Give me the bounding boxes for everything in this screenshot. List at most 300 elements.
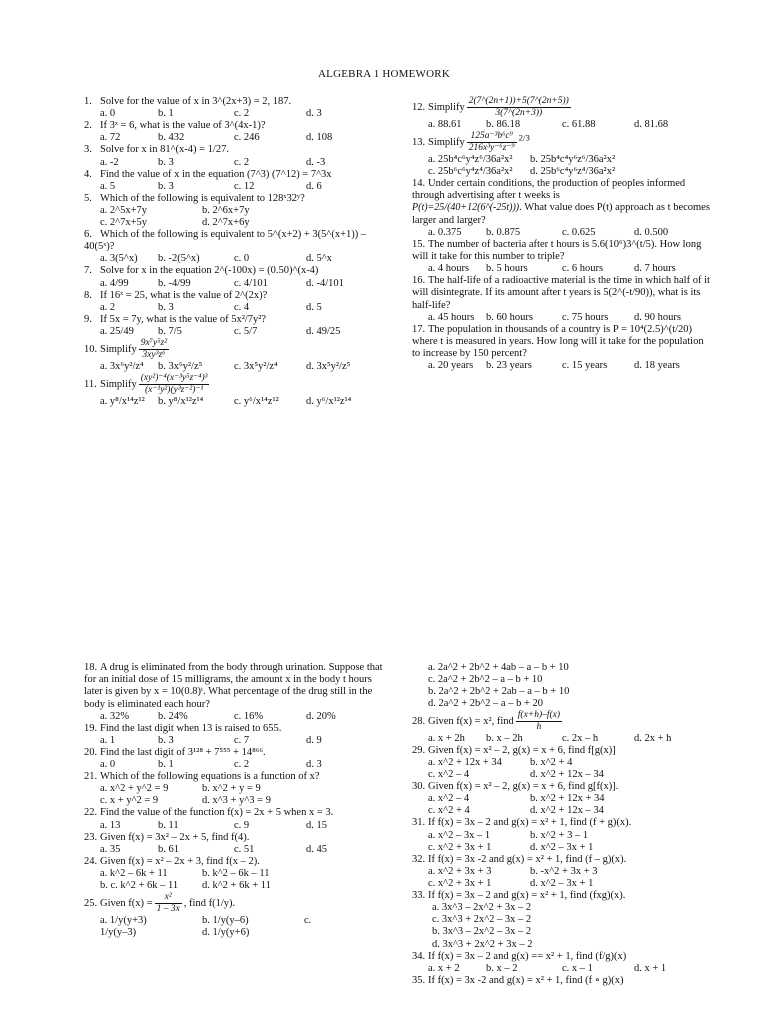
question-stem: Given f(x) = x², find xyxy=(428,715,514,727)
question-stem-cont: , find f(1/y). xyxy=(183,897,236,909)
option: b. 2^6x+7y xyxy=(202,205,250,217)
denominator: h xyxy=(536,722,542,732)
question-number: 13. xyxy=(412,136,426,148)
option: a. 4 hours xyxy=(428,263,470,275)
question xyxy=(84,169,384,193)
fraction xyxy=(516,710,562,733)
options-row xyxy=(412,154,712,166)
option: b. 25b⁴c⁴y⁶z⁶/36a²x² xyxy=(530,154,616,165)
options-row xyxy=(84,795,384,807)
question-stem: If 3ˣ = 6, what is the value of 3^(4x-1)? xyxy=(100,120,266,132)
option: a. 2 xyxy=(100,301,116,313)
option: c. 51 xyxy=(234,843,255,855)
question xyxy=(84,832,384,856)
option: d. x^2 – 3x + 1 xyxy=(530,877,594,889)
question xyxy=(84,892,384,939)
option: b. x – 2 xyxy=(486,963,518,975)
question-stem: Given f(x) = x² – 2, g(x) = x + 6, find g[f(x)]. xyxy=(428,781,619,793)
options-row xyxy=(412,360,712,372)
question-stem: Given f(x) = 3x² – 2x + 5, find f(4). xyxy=(100,831,250,843)
question-stem: If f(x) = 3x -2 and g(x) = x² + 1, find (f ∘ g)(x) xyxy=(428,975,624,987)
question-stem: Simplify xyxy=(100,378,137,390)
column-bottom-left xyxy=(84,662,384,939)
question xyxy=(84,771,384,807)
question-stem: If 16ˣ = 25, what is the value of 2^(2x)? xyxy=(100,289,268,301)
question xyxy=(84,373,384,408)
option: c. 3x^3 + 2x^2 – 3x – 2 xyxy=(432,914,532,926)
fraction xyxy=(139,373,210,396)
options-row xyxy=(84,915,384,927)
option: b. 0.875 xyxy=(486,226,521,238)
question-number: 6. xyxy=(84,229,92,241)
question-stem: Simplify xyxy=(428,101,465,113)
option: d. 3 xyxy=(306,108,322,120)
option: c. 16% xyxy=(234,710,264,722)
option: b. 3 xyxy=(158,735,174,747)
question-stem: Given f(x) = x² – 2x + 3, find f(x – 2). xyxy=(100,855,260,867)
question xyxy=(84,807,384,831)
option: c. x^2 + 3x + 1 xyxy=(428,877,492,889)
option: a. 0.375 xyxy=(428,226,462,238)
option: b. 2a^2 + 2b^2 + 2ab – a – b + 10 xyxy=(428,686,570,697)
options-row xyxy=(84,735,384,747)
question-stem: Simplify xyxy=(428,136,465,148)
option: a. x^2 – 3x – 1 xyxy=(428,829,491,841)
question xyxy=(84,229,384,265)
question-number: 32. xyxy=(412,853,426,865)
option: b. 1/y(y–6) xyxy=(202,915,249,927)
option: b. 5 hours xyxy=(486,263,528,275)
options-row xyxy=(412,769,712,781)
options-row xyxy=(84,326,384,338)
options-row xyxy=(412,674,712,686)
option: b. 432 xyxy=(158,132,185,144)
options-row xyxy=(84,361,384,373)
option: a. 88.61 xyxy=(428,119,462,130)
question-stem: If 5x = 7y, what is the value of 5x²/7y²? xyxy=(100,313,267,325)
question-stem: Given f(x) = x² – 2, g(x) = x + 6, find f[g(x)] xyxy=(428,745,616,756)
options-row xyxy=(84,820,384,832)
question-number: 7. xyxy=(84,265,92,277)
question xyxy=(84,662,384,723)
question-number: 2. xyxy=(84,120,92,132)
question-number: 9. xyxy=(84,313,92,325)
options-row xyxy=(412,662,712,674)
question-stem: Which of the following equations is a function of x? xyxy=(100,771,320,783)
option: b. 3x^3 – 2x^2 – 3x – 2 xyxy=(432,926,532,938)
question xyxy=(84,120,384,144)
question xyxy=(84,314,384,338)
question-stem: The half-life of a radioactive material is the time in which half of it will disintegrate. If its amount after t years is 5(2^(-t/90)), what is its half-life? xyxy=(412,275,710,311)
options-row xyxy=(84,157,384,169)
option: c. x^2 – 4 xyxy=(428,769,470,781)
options-row xyxy=(412,866,712,878)
exponent: 2/3 xyxy=(518,132,530,143)
option: c. 0.625 xyxy=(562,226,596,238)
option: b. x – 2h xyxy=(486,733,523,744)
option: d. 18 years xyxy=(634,360,680,372)
question xyxy=(412,686,712,710)
options-row xyxy=(412,227,712,239)
option: a. 3(5^x) xyxy=(100,253,138,265)
question-stem: Which of the following is equivalent to 128ˣ32ʸ? xyxy=(100,192,305,204)
option: d. 1/y(y+6) xyxy=(202,927,250,939)
option: d. x + 1 xyxy=(634,963,667,975)
question xyxy=(84,856,384,892)
column-top-left xyxy=(84,96,384,408)
option: c. y⁶/x¹⁴z¹² xyxy=(234,396,279,408)
option: a. x + 2h xyxy=(428,733,465,744)
options-row xyxy=(412,263,712,275)
question xyxy=(84,96,384,120)
option: b. -x^2 + 3x + 3 xyxy=(530,865,598,877)
option: a. x^2 + y^2 = 9 xyxy=(100,783,169,795)
option: b. x^2 + 12x + 34 xyxy=(530,793,605,805)
option: a. 20 years xyxy=(428,360,474,372)
denominator: 3(7^(2n+3)) xyxy=(495,108,543,118)
question-stem: Solve for the value of x in 3^(2x+3) = 2, 187. xyxy=(100,96,292,107)
option: b. x^2 + 3 – 1 xyxy=(530,829,589,841)
fraction xyxy=(139,338,169,361)
option: c. 4/101 xyxy=(234,277,268,289)
option: b. 3 xyxy=(158,301,174,313)
question-stem: Find the last digit of 3¹²⁸ + 7⁵⁵⁵ + 14⁸⁶⁶. xyxy=(100,747,266,759)
options-row xyxy=(84,783,384,795)
question xyxy=(412,275,712,324)
options-row xyxy=(84,927,384,939)
options-row xyxy=(412,166,712,178)
option: d. 6 xyxy=(306,180,322,192)
option: c. x^2 + 3x + 1 xyxy=(428,841,492,853)
fraction xyxy=(467,96,571,119)
option: b. 3x⁶y²/z⁵ xyxy=(158,361,203,373)
options-row xyxy=(84,217,384,229)
question xyxy=(412,131,712,178)
option: a. 2a^2 + 2b^2 + 4ab – a – b + 10 xyxy=(428,662,569,673)
question-number: 31. xyxy=(412,817,426,829)
option: c. 5/7 xyxy=(234,326,258,338)
option: d. 108 xyxy=(306,132,333,144)
option: c. xyxy=(304,915,312,927)
option: a. x^2 – 4 xyxy=(428,793,470,805)
option: b. x^2 + 4 xyxy=(530,757,573,769)
option: a. x^2 + 3x + 3 xyxy=(428,865,492,877)
question-number: 33. xyxy=(412,889,426,901)
numerator: (xy²)⁻⁴(x⁻³y⁵z⁻⁴)³ xyxy=(140,373,208,384)
question xyxy=(412,854,712,890)
denominator: 216x³y⁻⁶z⁻⁹ xyxy=(468,143,515,153)
option: b. 23 years xyxy=(486,360,532,372)
option: c. 246 xyxy=(234,132,260,144)
question-number: 16. xyxy=(412,275,426,287)
options-row xyxy=(412,698,712,710)
question xyxy=(412,178,712,239)
option: d. 15 xyxy=(306,819,327,831)
page-title: ALGEBRA 1 HOMEWORK xyxy=(318,68,450,80)
question xyxy=(412,662,712,686)
option: d. k^2 + 6k + 11 xyxy=(202,880,271,892)
option: c. 15 years xyxy=(562,360,608,372)
option: b. 60 hours xyxy=(486,311,533,323)
question-number: 17. xyxy=(412,323,426,335)
option: d. 5^x xyxy=(306,253,332,265)
options-row xyxy=(84,181,384,193)
options-row xyxy=(84,844,384,856)
options-row xyxy=(84,711,384,723)
option: d. 3 xyxy=(306,759,322,771)
question xyxy=(412,96,712,131)
numerator: x² xyxy=(155,892,182,904)
question-number: 22. xyxy=(84,807,98,819)
option: d. 20% xyxy=(306,710,336,722)
option: b. 11 xyxy=(158,819,179,831)
option: b. 61 xyxy=(158,843,179,855)
option: a. 35 xyxy=(100,843,121,855)
option: b. 7/5 xyxy=(158,326,182,338)
question xyxy=(412,745,712,781)
question-stem: The number of bacteria after t hours is 5.6(10⁶)3^(t/5). How long will it take for this number to triple? xyxy=(412,238,702,263)
option: 1/y(y–3) xyxy=(100,927,137,939)
question xyxy=(84,338,384,373)
question xyxy=(412,781,712,817)
option: d. x^2 + 12x – 34 xyxy=(530,769,604,781)
option: c. 75 hours xyxy=(562,311,609,323)
option: c. x – 1 xyxy=(562,963,593,975)
question xyxy=(412,975,712,987)
option: a. 3x⁶y²/z⁴ xyxy=(100,361,144,373)
option: c. 6 hours xyxy=(562,263,604,275)
question-stem: If f(x) = 3x – 2 and g(x) = x² + 1, find (f + g)(x). xyxy=(428,817,632,829)
option: c. 4 xyxy=(234,301,250,313)
question-number: 24. xyxy=(84,855,98,867)
option: b. 86.18 xyxy=(486,119,521,130)
option: b. -4/99 xyxy=(158,277,191,289)
option: d. 2a^2 + 2b^2 – a – b + 20 xyxy=(428,698,544,709)
option: a. 3x^3 – 2x^2 + 3x – 2 xyxy=(432,902,532,914)
question-number: 25. xyxy=(84,897,98,909)
option: b. 1 xyxy=(158,108,174,120)
column-bottom-right xyxy=(412,662,712,987)
options-row xyxy=(412,805,712,817)
formula: P(t)=25/(40+12(6^(-25t))) xyxy=(412,202,520,214)
options-row xyxy=(84,880,384,892)
fraction xyxy=(467,131,517,154)
column-top-right xyxy=(412,96,712,372)
option: c. 0 xyxy=(234,253,250,265)
options-row xyxy=(412,830,712,842)
option: a. 1/y(y+3) xyxy=(100,915,147,927)
option: d. 25b⁶c⁴y⁶z⁴/36a²x² xyxy=(530,166,616,177)
denominator: 1 – 3x xyxy=(156,904,180,915)
option: d. 3x^3 + 2x^2 + 3x – 2 xyxy=(432,938,533,950)
question-number: 8. xyxy=(84,289,92,301)
option: d. 90 hours xyxy=(634,311,681,323)
question-number: 11. xyxy=(84,378,97,390)
question-number: 20. xyxy=(84,747,98,759)
option: d. 2x + h xyxy=(634,733,672,744)
option: c. x^2 + 4 xyxy=(428,805,470,817)
option: a. 2^5x+7y xyxy=(100,205,148,217)
question-stem: If f(x) = 3x -2 and g(x) = x² + 1, find (f – g)(x). xyxy=(428,853,627,865)
option: c. 9 xyxy=(234,819,250,831)
option: d. 9 xyxy=(306,735,322,747)
question-number: 14. xyxy=(412,178,426,189)
question-stem-cont: . What value does P(t) approach as t becomes larger and larger? xyxy=(412,202,710,226)
option: c. 2 xyxy=(234,156,250,168)
option: a. 25b⁴c⁶y⁴z⁶/36a²x² xyxy=(428,154,513,165)
question-stem: Solve for x in the equation 2^(-100x) = (0.50)^(x-4) xyxy=(100,265,319,277)
question-number: 23. xyxy=(84,831,98,843)
option: c. 2 xyxy=(234,108,250,120)
options-row xyxy=(412,757,712,769)
option: a. 25/49 xyxy=(100,326,134,338)
option: d. 2^7x+6y xyxy=(202,217,250,229)
option: b. -2(5^x) xyxy=(158,253,200,265)
options-row xyxy=(84,759,384,771)
question-stem: Simplify xyxy=(100,343,137,355)
options-row xyxy=(84,205,384,217)
option: c. 2a^2 + 2b^2 – a – b + 10 xyxy=(428,674,543,685)
question-number: 29. xyxy=(412,745,426,756)
option: d. 49/25 xyxy=(306,326,341,338)
question-number: 35. xyxy=(412,975,426,987)
option: c. 61.88 xyxy=(562,119,596,130)
question xyxy=(84,723,384,747)
option: c. 7 xyxy=(234,735,250,747)
option: a. 4/99 xyxy=(100,277,129,289)
options-row xyxy=(412,842,712,854)
options-row xyxy=(84,868,384,880)
option: b. 3 xyxy=(158,180,174,192)
options-row xyxy=(84,253,384,265)
question-number: 21. xyxy=(84,771,98,783)
question-stem: Find the value of x in the equation (7^3) (7^12) = 7^3x xyxy=(100,168,332,180)
question xyxy=(84,747,384,771)
options-row xyxy=(412,793,712,805)
question-number: 1. xyxy=(84,96,92,107)
option: c. 3x⁵y²/z⁴ xyxy=(234,361,278,373)
question-number: 4. xyxy=(84,168,92,180)
option: d. 45 xyxy=(306,843,327,855)
question-stem: If f(x) = 3x – 2 and g(x) = x² + 1, find (fxg)(x). xyxy=(428,889,626,901)
option: c. 2x – h xyxy=(562,733,599,744)
option: d. 7 hours xyxy=(634,263,676,275)
question-number: 18. xyxy=(84,662,98,673)
question-stem: Under certain conditions, the production of peoples informed through advertising after t weeks is xyxy=(412,178,686,202)
question-stem: A drug is eliminated from the body through urination. Suppose that for an initial dose of 15 milligrams, the amount x in the body t hours later is given by x = 10(0.8)ᵗ. What percentage of the drug still in the body is eliminated each hour? xyxy=(84,662,383,710)
options-row xyxy=(412,963,712,975)
question-stem: The population in thousands of a country is P = 10⁴(2.5)^(t/20) where t is measured in years. How long will it take for the population to increase by 150 percent? xyxy=(412,323,704,360)
question-stem: Which of the following is equivalent to 5^(x+2) + 3(5^(x+1)) – 40(5ˣ)? xyxy=(84,229,367,253)
denominator: 3xy³z⁶ xyxy=(142,350,166,361)
option: a. -2 xyxy=(100,156,119,168)
option: d. x^2 – 3x + 1 xyxy=(530,841,594,853)
option: b. 1 xyxy=(158,759,174,771)
options-row xyxy=(412,733,712,745)
question-number: 34. xyxy=(412,950,426,962)
question-stem: If f(x) = 3x – 2 and g(x) == x² + 1, find (f/g)(x) xyxy=(428,950,627,962)
question xyxy=(412,951,712,975)
option: a. 0 xyxy=(100,108,116,120)
option: b. y⁸/x¹²z¹⁴ xyxy=(158,396,204,408)
denominator: (x⁻¹y²)(y³z⁻²)⁻¹ xyxy=(144,385,204,396)
option: d. 5 xyxy=(306,301,322,313)
options-row xyxy=(84,302,384,314)
option: c. 25b⁶c⁶y⁴z⁴/36a²x² xyxy=(428,166,513,177)
option: c. 12 xyxy=(234,180,255,192)
option: a. 72 xyxy=(100,132,121,144)
option: d. -3 xyxy=(306,156,326,168)
option: d. -4/101 xyxy=(306,277,344,289)
question xyxy=(84,265,384,289)
option: a. k^2 – 6k + 11 xyxy=(100,868,168,880)
question xyxy=(84,193,384,229)
question-number: 30. xyxy=(412,781,426,793)
option: c. x + y^2 = 9 xyxy=(100,795,159,807)
option: d. 3x⁵y²/z⁵ xyxy=(306,361,351,373)
option: b. 3 xyxy=(158,156,174,168)
question-stem: Given f(x) = xyxy=(100,897,153,909)
question-number: 12. xyxy=(412,101,426,113)
numerator: 9x⁷y⁵z² xyxy=(140,338,168,349)
numerator: 2(7^(2n+1))+5(7^(2n+5)) xyxy=(468,96,569,106)
option: a. 32% xyxy=(100,710,130,722)
options-row xyxy=(412,119,712,131)
question-number: 28. xyxy=(412,715,426,727)
options-row xyxy=(412,312,712,324)
options-row xyxy=(412,878,712,890)
question-stem: Find the value of the function f(x) = 2x + 5 when x = 3. xyxy=(100,807,334,819)
numerator: f(x+h)–f(x) xyxy=(517,710,561,720)
question xyxy=(412,817,712,853)
option: b. c. k^2 + 6k – 11 xyxy=(100,880,179,892)
option: a. 45 hours xyxy=(428,311,475,323)
options-row xyxy=(84,132,384,144)
question-number: 10. xyxy=(84,343,98,355)
option: a. 13 xyxy=(100,819,121,831)
option: d. y⁶/x¹²z¹⁴ xyxy=(306,396,352,408)
question-stem: Find the last digit when 13 is raised to 655. xyxy=(100,722,282,734)
fraction xyxy=(155,892,182,915)
options-row xyxy=(412,686,712,698)
question-number: 5. xyxy=(84,192,92,204)
option: c. 2 xyxy=(234,759,250,771)
numerator: 125a⁻³b⁶c⁹ xyxy=(467,131,517,143)
option: d. x^3 + y^3 = 9 xyxy=(202,795,271,807)
option: c. 2^7x+5y xyxy=(100,217,148,229)
option: a. 1 xyxy=(100,735,116,747)
options-row xyxy=(84,396,384,408)
question xyxy=(412,239,712,275)
option: a. 5 xyxy=(100,180,116,192)
options-row xyxy=(84,278,384,290)
question xyxy=(412,710,712,745)
options-row xyxy=(84,108,384,120)
option: d. 0.500 xyxy=(634,226,669,238)
option: b. x^2 + y = 9 xyxy=(202,783,261,795)
question xyxy=(412,324,712,373)
option: d. 81.68 xyxy=(634,119,669,130)
option: d. x^2 + 12x – 34 xyxy=(530,805,604,817)
question xyxy=(412,890,712,951)
question-number: 3. xyxy=(84,144,92,156)
option: a. x^2 + 12x + 34 xyxy=(428,757,502,769)
question-stem: Solve for x in 81^(x-4) = 1/27. xyxy=(100,144,229,156)
option: a. y⁸/x¹⁴z¹² xyxy=(100,396,145,408)
question-number: 19. xyxy=(84,722,98,734)
option: a. 0 xyxy=(100,759,116,771)
option: b. k^2 – 6k – 11 xyxy=(202,868,270,880)
